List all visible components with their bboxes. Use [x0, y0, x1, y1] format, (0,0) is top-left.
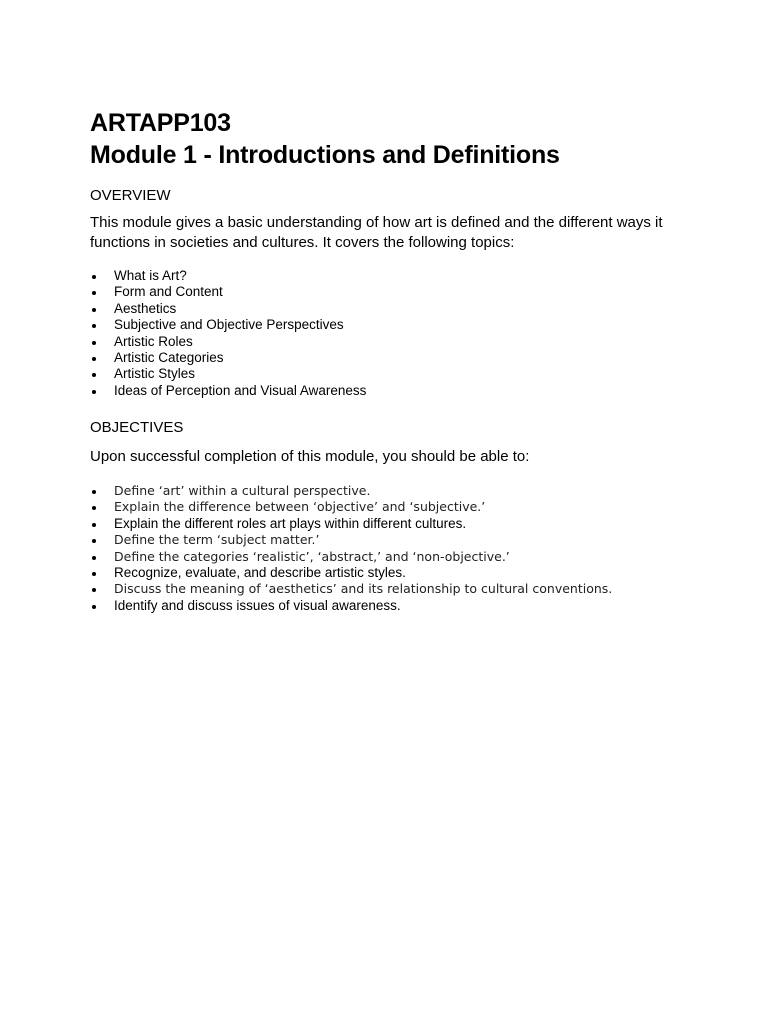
objective-text: Define the term ‘subject matter.’	[114, 532, 320, 548]
list-item	[90, 366, 366, 382]
bullet-icon	[92, 373, 96, 377]
topic-text: What is Art?	[114, 268, 187, 283]
bullet-icon	[92, 341, 96, 345]
list-item	[90, 499, 612, 515]
bullet-icon	[92, 291, 96, 295]
list-item	[90, 549, 612, 565]
bullet-icon	[92, 556, 96, 560]
list-item	[90, 532, 612, 548]
objective-text: Explain the different roles art plays within different cultures.	[114, 515, 467, 531]
bullet-icon	[92, 390, 96, 394]
topic-text: Subjective and Objective Perspectives	[114, 317, 344, 333]
list-item	[90, 598, 612, 614]
objective-text: Define the categories ‘realistic’, ‘abstract,’ and ‘non-objective.’	[114, 548, 510, 564]
course-code: ARTAPP103	[90, 109, 231, 137]
list-item	[90, 301, 366, 317]
topics-list	[90, 268, 366, 399]
bullet-icon	[92, 275, 96, 279]
list-item	[90, 317, 366, 333]
objective-text: Define ‘art’ within a cultural perspective.	[114, 483, 371, 498]
module-title: Module 1 - Introductions and Definitions	[90, 141, 560, 169]
list-item	[90, 284, 366, 300]
list-item	[90, 565, 612, 581]
topic-text: Ideas of Perception and Visual Awareness	[114, 382, 367, 398]
objectives-heading: OBJECTIVES	[90, 419, 184, 436]
bullet-icon	[92, 506, 96, 510]
topic-text: Artistic Categories	[114, 349, 224, 365]
objective-text: Discuss the meaning of ‘aesthetics’ and its relationship to cultural conventions.	[114, 581, 613, 597]
bullet-icon	[92, 588, 96, 592]
bullet-icon	[92, 324, 96, 328]
bullet-icon	[92, 572, 96, 576]
topic-text: Artistic Styles	[114, 366, 196, 382]
list-item	[90, 581, 612, 597]
objectives-list	[90, 483, 612, 614]
bullet-icon	[92, 308, 96, 312]
topic-text: Form and Content	[114, 284, 223, 300]
topic-text: Artistic Roles	[114, 333, 193, 349]
bullet-icon	[92, 523, 96, 527]
bullet-icon	[92, 539, 96, 543]
list-item	[90, 268, 366, 284]
objective-text: Identify and discuss issues of visual awareness.	[114, 597, 401, 613]
list-item	[90, 383, 366, 399]
overview-heading: OVERVIEW	[90, 187, 171, 204]
list-item	[90, 483, 612, 499]
objectives-intro: Upon successful completion of this module, you should be able to:	[90, 448, 530, 465]
objective-text: Explain the difference between ‘objective’ and ‘subjective.’	[114, 499, 486, 515]
list-item	[90, 334, 366, 350]
bullet-icon	[92, 357, 96, 361]
topic-text: Aesthetics	[114, 300, 177, 316]
objective-text: Recognize, evaluate, and describe artistic styles.	[114, 564, 406, 580]
overview-intro: This module gives a basic understanding of how art is defined and the different ways it functions in societies and cultures. It covers the following topics:	[90, 214, 663, 251]
list-item	[90, 516, 612, 532]
list-item	[90, 350, 366, 366]
bullet-icon	[92, 490, 96, 494]
bullet-icon	[92, 605, 96, 609]
